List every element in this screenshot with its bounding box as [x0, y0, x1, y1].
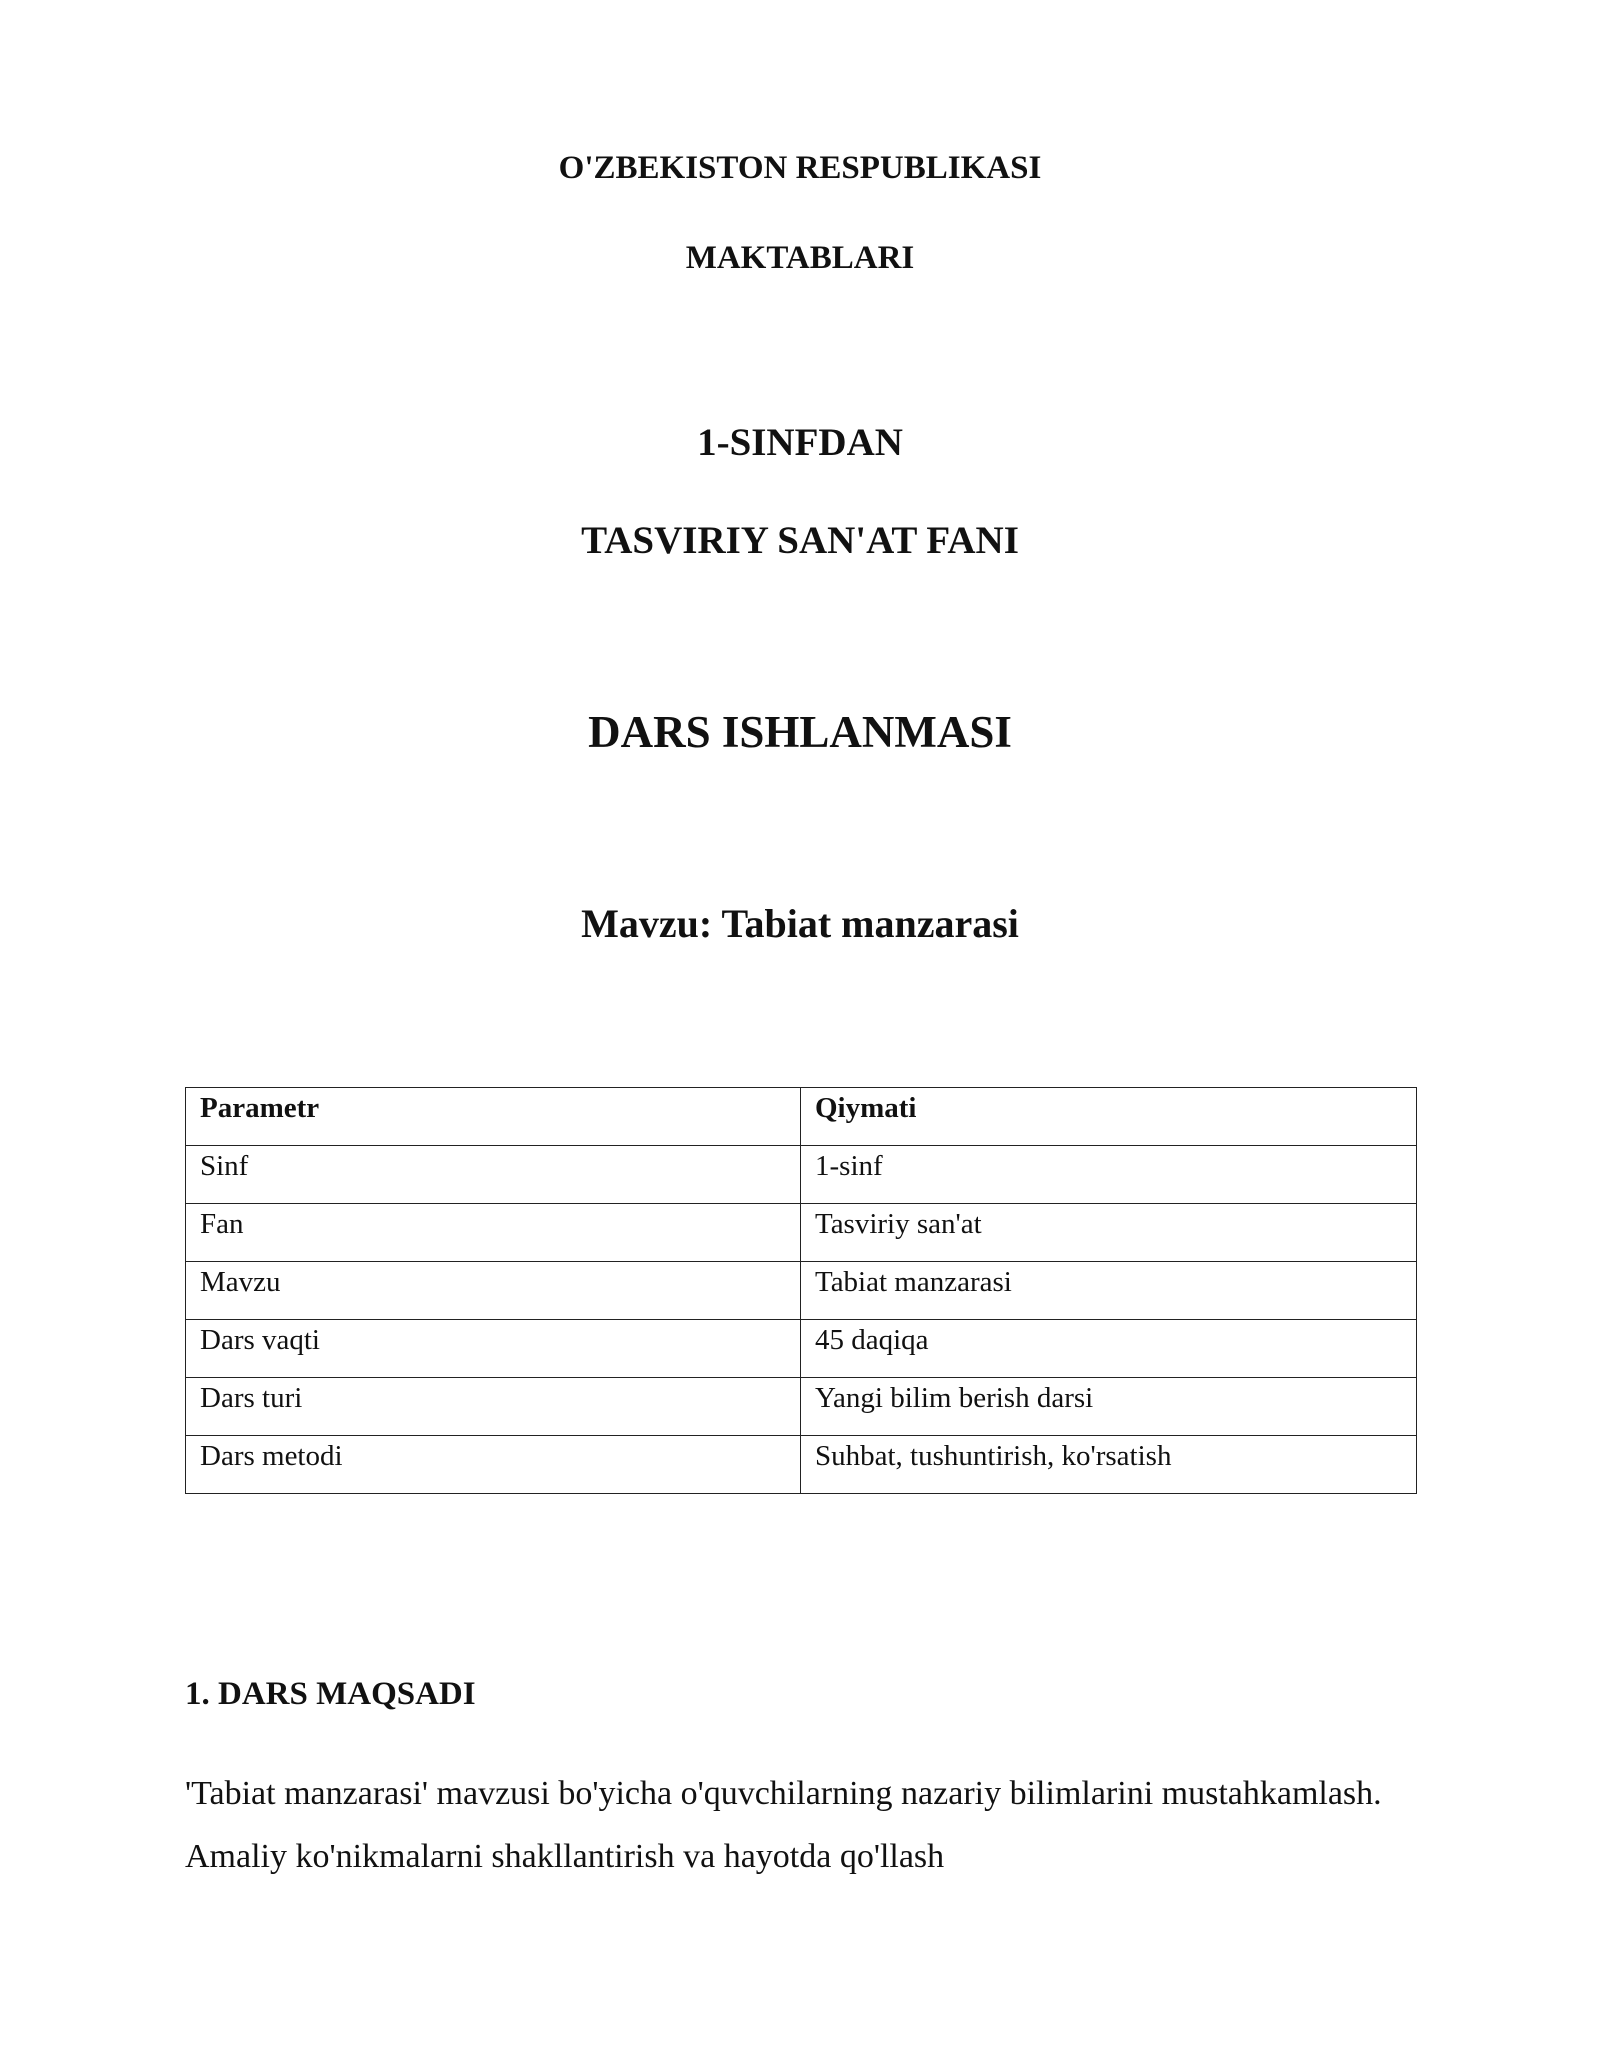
table-cell-parameter: Dars turi	[186, 1378, 801, 1436]
column-header-parameter: Parametr	[186, 1088, 801, 1146]
section-paragraph-lesson-goal: 'Tabiat manzarasi' mavzusi bo'yicha o'quvchilarning nazariy bilimlarini mustahkamlash. Amaliy ko'nikmalarni shakllantirish va hayotda qo'llash	[185, 1775, 1382, 1875]
column-header-value: Qiymati	[801, 1088, 1417, 1146]
table-cell-value: 1-sinf	[801, 1146, 1417, 1204]
lesson-topic: Mavzu: Tabiat manzarasi	[581, 901, 1019, 946]
table-row	[186, 1262, 1417, 1320]
header-country: O'ZBEKISTON RESPUBLIKASI	[558, 150, 1042, 186]
header-schools: MAKTABLARI	[685, 240, 915, 276]
section-heading-lesson-goal: 1. DARS MAQSADI	[185, 1676, 476, 1712]
header-grade: 1-SINFDAN	[697, 421, 903, 464]
table-row	[186, 1436, 1417, 1494]
table-cell-parameter: Dars metodi	[186, 1436, 801, 1494]
header-subject: TASVIRIY SAN'AT FANI	[581, 519, 1019, 562]
table-cell-value: 45 daqiqa	[801, 1320, 1417, 1378]
table-row	[186, 1204, 1417, 1262]
table-cell-value: Suhbat, tushuntirish, ko'rsatish	[801, 1436, 1417, 1494]
table-row	[186, 1378, 1417, 1436]
table-cell-parameter: Mavzu	[186, 1262, 801, 1320]
table-cell-value: Tabiat manzarasi	[801, 1262, 1417, 1320]
table-cell-parameter: Dars vaqti	[186, 1320, 801, 1378]
table-cell-value: Yangi bilim berish darsi	[801, 1378, 1417, 1436]
table-row	[186, 1146, 1417, 1204]
table-cell-value: Tasviriy san'at	[801, 1204, 1417, 1262]
table-cell-parameter: Fan	[186, 1204, 801, 1262]
table-row	[186, 1320, 1417, 1378]
table-header-row	[186, 1088, 1417, 1146]
lesson-parameters-table	[185, 1087, 1417, 1494]
document-title: DARS ISHLANMASI	[588, 707, 1012, 757]
table-cell-parameter: Sinf	[186, 1146, 801, 1204]
